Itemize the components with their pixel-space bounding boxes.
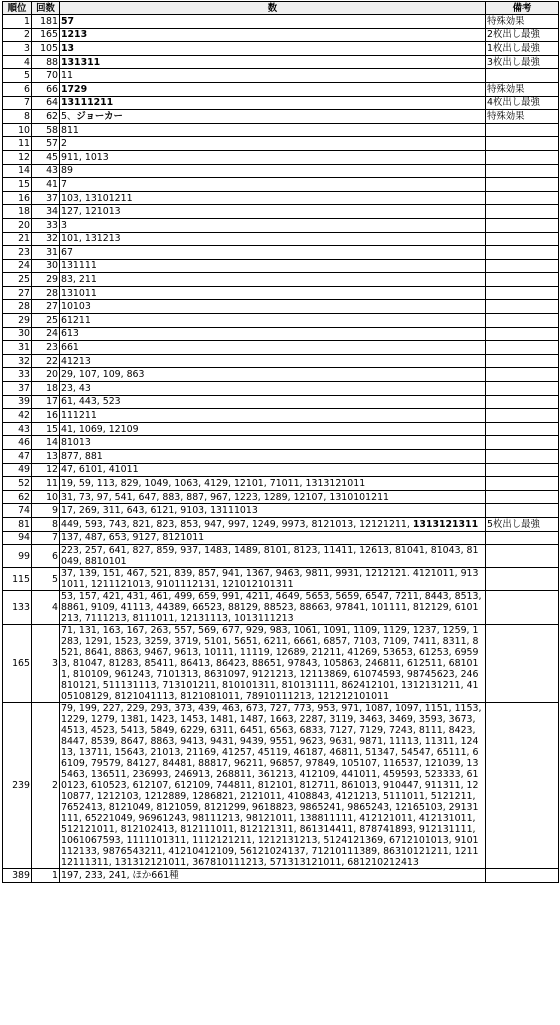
bold-number: 1213 bbox=[61, 29, 88, 41]
note-cell bbox=[486, 354, 559, 368]
note-cell bbox=[486, 137, 559, 151]
rank-cell: 7 bbox=[3, 96, 32, 110]
table-row bbox=[3, 123, 559, 137]
count-cell: 57 bbox=[32, 137, 60, 151]
table-row bbox=[3, 568, 559, 591]
rank-cell: 94 bbox=[3, 531, 32, 545]
numbers-cell: 127, 121013 bbox=[60, 205, 486, 219]
table-row bbox=[3, 191, 559, 205]
count-cell: 20 bbox=[32, 368, 60, 382]
numbers-cell: 2 bbox=[60, 137, 486, 151]
note-cell bbox=[486, 327, 559, 341]
count-cell: 2 bbox=[32, 703, 60, 869]
note-cell bbox=[486, 368, 559, 382]
table-row bbox=[3, 164, 559, 178]
rank-cell: 33 bbox=[3, 368, 32, 382]
numbers-cell: 61211 bbox=[60, 314, 486, 328]
numbers-cell: 131111 bbox=[60, 259, 486, 273]
numbers-cell: 877, 881 bbox=[60, 450, 486, 464]
rank-cell: 52 bbox=[3, 477, 32, 491]
table-row bbox=[3, 286, 559, 300]
count-cell: 1 bbox=[32, 869, 60, 883]
numbers-cell: 613 bbox=[60, 327, 486, 341]
count-cell: 88 bbox=[32, 55, 60, 69]
note-cell bbox=[486, 545, 559, 568]
count-cell: 43 bbox=[32, 164, 60, 178]
numbers-cell: 37, 139, 151, 467, 521, 839, 857, 941, 1367, 9463, 9811, 9931, 1212121. 4121011, 9131011, 1211121013, 9101112131, 121012101311 bbox=[60, 568, 486, 591]
table-row bbox=[3, 477, 559, 491]
numbers-cell: 11 bbox=[60, 69, 486, 83]
table-row bbox=[3, 504, 559, 518]
table-row bbox=[3, 382, 559, 396]
numbers-cell: 7 bbox=[60, 178, 486, 192]
numbers-cell bbox=[60, 55, 486, 69]
table-row bbox=[3, 150, 559, 164]
count-cell: 14 bbox=[32, 436, 60, 450]
bold-number: ジョーカー bbox=[76, 110, 123, 122]
numbers-cell bbox=[60, 82, 486, 96]
count-cell: 70 bbox=[32, 69, 60, 83]
numbers-cell: 103, 13101211 bbox=[60, 191, 486, 205]
count-cell: 3 bbox=[32, 625, 60, 703]
rank-cell: 99 bbox=[3, 545, 32, 568]
header-notes: 備考 bbox=[486, 2, 559, 15]
ranking-body bbox=[3, 15, 559, 883]
rank-cell: 3 bbox=[3, 42, 32, 56]
count-cell: 64 bbox=[32, 96, 60, 110]
numbers-cell: 17, 269, 311, 643, 6121, 9103, 13111013 bbox=[60, 504, 486, 518]
numbers-cell: 23, 43 bbox=[60, 382, 486, 396]
rank-cell: 74 bbox=[3, 504, 32, 518]
table-row bbox=[3, 409, 559, 423]
numbers-cell: 3 bbox=[60, 218, 486, 232]
note-cell bbox=[486, 422, 559, 436]
numbers-cell: 47, 6101, 41011 bbox=[60, 463, 486, 477]
rank-cell: 47 bbox=[3, 450, 32, 464]
count-cell: 5 bbox=[32, 568, 60, 591]
note-cell: 5枚出し最強 bbox=[486, 517, 559, 531]
note-cell bbox=[486, 218, 559, 232]
header-rank: 順位 bbox=[3, 2, 32, 15]
table-row bbox=[3, 625, 559, 703]
count-cell: 105 bbox=[32, 42, 60, 56]
numbers-cell: 137, 487, 653, 9127, 8121011 bbox=[60, 531, 486, 545]
count-cell: 24 bbox=[32, 327, 60, 341]
count-cell: 45 bbox=[32, 150, 60, 164]
note-cell bbox=[486, 463, 559, 477]
count-cell: 66 bbox=[32, 82, 60, 96]
note-cell: 1枚出し最強 bbox=[486, 42, 559, 56]
table-row bbox=[3, 82, 559, 96]
note-cell bbox=[486, 205, 559, 219]
rank-cell: 16 bbox=[3, 191, 32, 205]
count-cell: 13 bbox=[32, 450, 60, 464]
rank-cell: 239 bbox=[3, 703, 32, 869]
rank-cell: 6 bbox=[3, 82, 32, 96]
count-cell: 6 bbox=[32, 545, 60, 568]
header-row bbox=[3, 2, 559, 15]
numbers-cell: 19, 59, 113, 829, 1049, 1063, 4129, 12101, 71011, 1313121011 bbox=[60, 477, 486, 491]
bold-number: 1729 bbox=[61, 83, 88, 95]
count-cell: 16 bbox=[32, 409, 60, 423]
count-cell: 8 bbox=[32, 517, 60, 531]
note-cell bbox=[486, 568, 559, 591]
count-cell: 30 bbox=[32, 259, 60, 273]
note-cell bbox=[486, 314, 559, 328]
rank-cell: 21 bbox=[3, 232, 32, 246]
note-cell bbox=[486, 341, 559, 355]
note-cell bbox=[486, 382, 559, 396]
numbers-cell: 89 bbox=[60, 164, 486, 178]
rank-cell: 20 bbox=[3, 218, 32, 232]
rank-cell: 18 bbox=[3, 205, 32, 219]
numbers-cell: 83, 211 bbox=[60, 273, 486, 287]
header-count: 回数 bbox=[32, 2, 60, 15]
table-row bbox=[3, 314, 559, 328]
table-row bbox=[3, 354, 559, 368]
table-row bbox=[3, 110, 559, 124]
count-cell: 29 bbox=[32, 273, 60, 287]
rank-cell: 42 bbox=[3, 409, 32, 423]
rank-cell: 2 bbox=[3, 28, 32, 42]
numbers-cell: 53, 157, 421, 431, 461, 499, 659, 991, 4211, 4649, 5653, 5659, 6547, 7211, 8443, 8513, 8861, 9109, 41113, 44389, 66523, 88129, 88523, 88663, 97841, 101111, 812129, 6101213, 7111213, 8111011, 12131113, 1013111213 bbox=[60, 591, 486, 625]
note-cell bbox=[486, 69, 559, 83]
rank-cell: 27 bbox=[3, 286, 32, 300]
table-row bbox=[3, 232, 559, 246]
bold-number: 131311 bbox=[61, 56, 101, 68]
rank-cell: 15 bbox=[3, 178, 32, 192]
table-row bbox=[3, 395, 559, 409]
count-cell: 31 bbox=[32, 246, 60, 260]
numbers-cell: 81013 bbox=[60, 436, 486, 450]
table-row bbox=[3, 69, 559, 83]
note-cell bbox=[486, 490, 559, 504]
rank-cell: 1 bbox=[3, 15, 32, 29]
numbers-cell: 71, 131, 163, 167, 263, 557, 569, 677, 929, 983, 1061, 1091, 1109, 1129, 1237, 1259, 1283, 1291, 1523, 3259, 3719, 5101, 5651, 6211, 6661, 6857, 7103, 7109, 7411, 8311, 8521, 8641, 8863, 9467, 9613, 10111, 11119, 12689, 21211, 41269, 53653, 61253, 69593, 81047, 81283, 85411, 86413, 86423, 88651, 97843, 105863, 246811, 612511, 681011, 810109, 961243, 7101313, 8631097, 9121213, 12113869, 61074593, 98745623, 246810121, 511131113, 713101211, 810101311, 810131111, 862412101, 1312131211, 4105108129, 8121041113, 8121081011, 78910111213, 121212101011 bbox=[60, 625, 486, 703]
rank-cell: 115 bbox=[3, 568, 32, 591]
numbers-cell: 29, 107, 109, 863 bbox=[60, 368, 486, 382]
rank-cell: 43 bbox=[3, 422, 32, 436]
count-cell: 18 bbox=[32, 382, 60, 396]
count-cell: 4 bbox=[32, 591, 60, 625]
count-cell: 25 bbox=[32, 314, 60, 328]
rank-cell: 30 bbox=[3, 327, 32, 341]
rank-cell: 31 bbox=[3, 341, 32, 355]
count-cell: 165 bbox=[32, 28, 60, 42]
rank-cell: 29 bbox=[3, 314, 32, 328]
rank-cell: 14 bbox=[3, 164, 32, 178]
table-row bbox=[3, 341, 559, 355]
count-cell: 34 bbox=[32, 205, 60, 219]
count-cell: 9 bbox=[32, 504, 60, 518]
count-cell: 37 bbox=[32, 191, 60, 205]
rank-cell: 37 bbox=[3, 382, 32, 396]
note-cell bbox=[486, 504, 559, 518]
numbers-cell: 811 bbox=[60, 123, 486, 137]
table-row bbox=[3, 55, 559, 69]
note-cell: 3枚出し最強 bbox=[486, 55, 559, 69]
rank-cell: 49 bbox=[3, 463, 32, 477]
numbers-cell bbox=[60, 96, 486, 110]
ranking-table bbox=[2, 1, 559, 883]
bold-number: 13 bbox=[61, 42, 75, 54]
numbers-cell: 449, 593, 743, 821, 823, 853, 947, 997, 1249, 9973, 8121013, 12121211, 1313121311 bbox=[60, 517, 486, 531]
note-cell bbox=[486, 450, 559, 464]
table-row bbox=[3, 300, 559, 314]
rank-cell: 25 bbox=[3, 273, 32, 287]
table-row bbox=[3, 436, 559, 450]
count-cell: 181 bbox=[32, 15, 60, 29]
rank-cell: 46 bbox=[3, 436, 32, 450]
note-cell bbox=[486, 232, 559, 246]
table-row bbox=[3, 463, 559, 477]
rank-cell: 24 bbox=[3, 259, 32, 273]
note-cell bbox=[486, 164, 559, 178]
count-cell: 10 bbox=[32, 490, 60, 504]
count-cell: 27 bbox=[32, 300, 60, 314]
count-cell: 62 bbox=[32, 110, 60, 124]
numbers-cell: 61, 443, 523 bbox=[60, 395, 486, 409]
note-cell: 特殊効果 bbox=[486, 110, 559, 124]
table-row bbox=[3, 327, 559, 341]
rank-cell: 10 bbox=[3, 123, 32, 137]
numbers-cell: 101, 131213 bbox=[60, 232, 486, 246]
count-cell: 32 bbox=[32, 232, 60, 246]
table-row bbox=[3, 273, 559, 287]
table-row bbox=[3, 246, 559, 260]
rank-cell: 12 bbox=[3, 150, 32, 164]
bold-number: 13111211 bbox=[61, 97, 114, 109]
table-row bbox=[3, 422, 559, 436]
note-cell bbox=[486, 259, 559, 273]
bold-number: 1313121311 bbox=[412, 518, 479, 530]
table-row bbox=[3, 96, 559, 110]
count-cell: 41 bbox=[32, 178, 60, 192]
table-row bbox=[3, 259, 559, 273]
table-row bbox=[3, 591, 559, 625]
note-cell bbox=[486, 178, 559, 192]
note-cell bbox=[486, 436, 559, 450]
table-row bbox=[3, 178, 559, 192]
note-cell bbox=[486, 409, 559, 423]
numbers-cell bbox=[60, 15, 486, 29]
table-row bbox=[3, 15, 559, 29]
numbers-cell: 5、ジョーカー bbox=[60, 110, 486, 124]
rank-cell: 165 bbox=[3, 625, 32, 703]
rank-cell: 4 bbox=[3, 55, 32, 69]
note-cell bbox=[486, 300, 559, 314]
table-row bbox=[3, 368, 559, 382]
table-row bbox=[3, 517, 559, 531]
count-cell: 11 bbox=[32, 477, 60, 491]
table-row bbox=[3, 531, 559, 545]
count-cell: 22 bbox=[32, 354, 60, 368]
rank-cell: 5 bbox=[3, 69, 32, 83]
numbers-cell: 661 bbox=[60, 341, 486, 355]
note-cell bbox=[486, 703, 559, 869]
table-row bbox=[3, 545, 559, 568]
numbers-cell: 31, 73, 97, 541, 647, 883, 887, 967, 1223, 1289, 12107, 1310101211 bbox=[60, 490, 486, 504]
note-cell: 特殊効果 bbox=[486, 15, 559, 29]
note-cell bbox=[486, 477, 559, 491]
rank-cell: 23 bbox=[3, 246, 32, 260]
note-cell bbox=[486, 591, 559, 625]
note-cell: 特殊効果 bbox=[486, 82, 559, 96]
count-cell: 58 bbox=[32, 123, 60, 137]
numbers-cell: 67 bbox=[60, 246, 486, 260]
note-cell bbox=[486, 395, 559, 409]
numbers-cell: 197, 233, 241, ほか661種 bbox=[60, 869, 486, 883]
numbers-cell: 111211 bbox=[60, 409, 486, 423]
rank-cell: 389 bbox=[3, 869, 32, 883]
rank-cell: 11 bbox=[3, 137, 32, 151]
count-cell: 7 bbox=[32, 531, 60, 545]
table-row bbox=[3, 703, 559, 869]
table-row bbox=[3, 42, 559, 56]
rank-cell: 28 bbox=[3, 300, 32, 314]
table-row bbox=[3, 869, 559, 883]
note-cell: 4枚出し最強 bbox=[486, 96, 559, 110]
numbers-cell: 79, 199, 227, 229, 293, 373, 439, 463, 673, 727, 773, 953, 971, 1087, 1097, 1151, 1153, 1229, 1279, 1381, 1423, 1453, 1481, 1487, 1663, 2287, 3119, 3463, 3469, 3593, 3673, 4513, 4523, 5413, 5849, 6229, 6311, 6451, 6563, 6833, 7127, 7129, 7243, 8111, 8423, 8447, 8539, 8647, 8863, 9413, 9431, 9439, 9551, 9623, 9631, 9871, 11113, 11311, 12413, 13711, 15643, 21013, 21169, 41257, 45119, 46187, 46811, 51347, 54547, 65111, 66109, 79579, 84127, 84481, 88817, 96211, 96857, 97849, 105107, 116537, 121039, 135463, 136511, 236993, 246913, 268811, 361213, 412109, 441011, 459593, 523333, 610123, 610523, 612107, 612109, 744811, 812101, 812711, 861013, 910447, 911311, 1210877, 1212103, 1212889, 1286821, 2121011, 4108843, 4121213, 5111011, 5121211, 7652413, 8121049, 8121059, 8121299, 9618823, 9865241, 9865243, 12165103, 29131111, 65221049, 96961243, 98111213, 98121011, 138811111, 412121011, 412131011, 512121011, 812102413, 812111011, 812121311, 861314411, 878741893, 912131111, 1061067593, 1111101311, 1112121211, 1212131213, 5124121369, 6712101013, 9101112133, 9876543211, 41210412109, 56121024137, 71210111389, 86310121211, 121112111311, 131312121011, 367810111213, 571313121011, 681210212413 bbox=[60, 703, 486, 869]
numbers-cell: 41, 1069, 12109 bbox=[60, 422, 486, 436]
numbers-cell: 223, 257, 641, 827, 859, 937, 1483, 1489, 8101, 8123, 11411, 12613, 81041, 81043, 81049, 8810101 bbox=[60, 545, 486, 568]
rank-cell: 133 bbox=[3, 591, 32, 625]
table-row bbox=[3, 450, 559, 464]
count-cell: 15 bbox=[32, 422, 60, 436]
count-cell: 33 bbox=[32, 218, 60, 232]
rank-cell: 39 bbox=[3, 395, 32, 409]
header-numbers: 数 bbox=[60, 2, 486, 15]
note-cell bbox=[486, 150, 559, 164]
count-cell: 12 bbox=[32, 463, 60, 477]
rank-cell: 62 bbox=[3, 490, 32, 504]
rank-cell: 81 bbox=[3, 517, 32, 531]
count-cell: 28 bbox=[32, 286, 60, 300]
rank-cell: 8 bbox=[3, 110, 32, 124]
note-cell bbox=[486, 869, 559, 883]
table-row bbox=[3, 490, 559, 504]
note-cell bbox=[486, 246, 559, 260]
table-row bbox=[3, 137, 559, 151]
note-cell: 2枚出し最強 bbox=[486, 28, 559, 42]
numbers-cell: 41213 bbox=[60, 354, 486, 368]
note-cell bbox=[486, 191, 559, 205]
note-cell bbox=[486, 123, 559, 137]
note-cell bbox=[486, 273, 559, 287]
count-cell: 23 bbox=[32, 341, 60, 355]
table-row bbox=[3, 205, 559, 219]
table-row bbox=[3, 218, 559, 232]
table-row bbox=[3, 28, 559, 42]
count-cell: 17 bbox=[32, 395, 60, 409]
numbers-cell bbox=[60, 28, 486, 42]
note-cell bbox=[486, 286, 559, 300]
numbers-cell: 131011 bbox=[60, 286, 486, 300]
rank-cell: 32 bbox=[3, 354, 32, 368]
note-cell bbox=[486, 531, 559, 545]
numbers-cell: 10103 bbox=[60, 300, 486, 314]
note-cell bbox=[486, 625, 559, 703]
numbers-cell: 911, 1013 bbox=[60, 150, 486, 164]
bold-number: 57 bbox=[61, 15, 75, 27]
numbers-cell bbox=[60, 42, 486, 56]
